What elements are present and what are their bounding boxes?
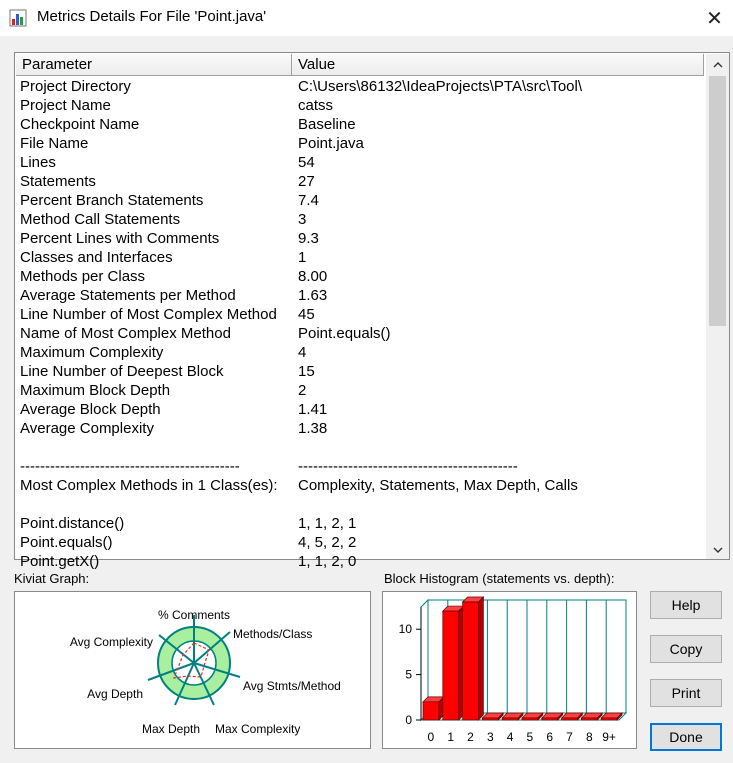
table-row[interactable]: [20, 343, 700, 362]
kiviat-label: Kiviat Graph:: [14, 571, 90, 586]
value-cell: Complexity, Statements, Max Depth, Calls: [298, 477, 578, 494]
chart-app-icon: [10, 10, 26, 26]
histogram-x-tick-label: 9+: [602, 730, 616, 744]
histogram-label: Block Histogram (statements vs. depth):: [384, 571, 615, 586]
parameter-cell: Percent Branch Statements: [20, 192, 204, 209]
histogram-x-tick-label: 8: [585, 730, 593, 744]
value-cell: 9.3: [298, 230, 319, 247]
histogram-bar: [522, 718, 538, 720]
table-row[interactable]: [20, 153, 700, 172]
parameter-cell: Classes and Interfaces: [20, 249, 173, 266]
value-cell: 8.00: [298, 268, 328, 285]
parameter-cell: Average Statements per Method: [20, 287, 236, 304]
kiviat-graph: [14, 591, 371, 749]
parameter-cell: Point.equals(): [20, 534, 113, 551]
table-row[interactable]: [20, 286, 700, 305]
histogram-bar: [562, 718, 578, 720]
table-row[interactable]: [20, 476, 700, 495]
histogram-x-tick-label: 4: [506, 730, 514, 744]
histogram-bar: [542, 718, 558, 720]
table-row[interactable]: [20, 324, 700, 343]
table-row[interactable]: [20, 362, 700, 381]
close-button[interactable]: [696, 0, 733, 36]
scroll-up-button[interactable]: [706, 54, 729, 74]
parameter-cell: Most Complex Methods in 1 Class(es):: [20, 477, 278, 494]
table-row[interactable]: [20, 248, 700, 267]
parameter-cell: Project Directory: [20, 78, 131, 95]
histogram-x-tick-label: 1: [447, 730, 455, 744]
kiviat-axis-label: Avg Complexity: [69, 635, 153, 649]
value-cell: 4: [298, 344, 307, 361]
value-cell: 7.4: [298, 192, 319, 209]
table-row[interactable]: [20, 115, 700, 134]
parameter-cell: Methods per Class: [20, 268, 146, 285]
table-row[interactable]: [20, 400, 700, 419]
value-cell: 1.38: [298, 420, 328, 437]
value-cell: 1.41: [298, 401, 328, 418]
histogram-bar: [601, 718, 617, 720]
scroll-down-button[interactable]: [706, 539, 729, 559]
kiviat-axis-label: % Comments: [157, 608, 231, 622]
table-row[interactable]: [20, 552, 700, 571]
value-cell: 27: [298, 173, 315, 190]
parameter-cell: [20, 438, 298, 457]
histogram-x-tick-label: 3: [486, 730, 494, 744]
value-cell: 45: [298, 306, 315, 323]
table-row[interactable]: [20, 96, 700, 115]
table-row[interactable]: [20, 229, 700, 248]
kiviat-axis-label: Max Depth: [141, 722, 201, 736]
vertical-scrollbar[interactable]: [706, 54, 729, 559]
histogram-y-tick-label: 10: [398, 622, 412, 637]
value-cell: --------------------------------------------: [298, 458, 518, 475]
scrollbar-thumb[interactable]: [709, 76, 726, 326]
histogram-bar: [581, 718, 597, 720]
histogram-bar: [502, 718, 518, 720]
parameter-cell: Maximum Complexity: [20, 344, 164, 361]
parameter-cell: File Name: [20, 135, 89, 152]
parameter-cell: Point.distance(): [20, 515, 125, 532]
value-cell: 1.63: [298, 287, 328, 304]
value-cell: Baseline: [298, 116, 356, 133]
table-row[interactable]: [20, 210, 700, 229]
done-button[interactable]: Done: [650, 723, 722, 751]
histogram-bar: [463, 602, 479, 720]
table-row[interactable]: [20, 172, 700, 191]
value-cell: C:\Users\86132\IdeaProjects\PTA\src\Tool\: [298, 78, 583, 95]
value-cell: [298, 438, 698, 457]
histogram-x-tick-label: 2: [467, 730, 474, 744]
parameter-cell: --------------------------------------------: [20, 458, 240, 475]
window-title: Metrics Details For File 'Point.java': [37, 8, 267, 25]
histogram-bar: [423, 702, 439, 720]
value-cell: Point.equals(): [298, 325, 391, 342]
kiviat-svg: [15, 592, 370, 748]
value-cell: 2: [298, 382, 307, 399]
table-row[interactable]: [20, 191, 700, 210]
value-cell: Point.java: [298, 135, 364, 152]
kiviat-axis-label: Avg Depth: [87, 687, 143, 701]
value-cell: 1, 1, 2, 0: [298, 553, 357, 570]
histogram-svg: [383, 592, 636, 748]
histogram-x-tick-label: 0: [427, 730, 435, 744]
parameter-cell: Percent Lines with Comments: [20, 230, 220, 247]
table-row[interactable]: [20, 419, 700, 438]
title-bar: [0, 0, 733, 36]
table-rows: [20, 77, 700, 571]
parameter-cell: Statements: [20, 173, 96, 190]
table-row[interactable]: [20, 305, 700, 324]
column-header-parameter[interactable]: Parameter: [16, 54, 292, 75]
parameter-cell: Line Number of Most Complex Method: [20, 306, 277, 323]
column-header-value[interactable]: Value: [292, 54, 704, 75]
histogram-y-tick-label: 0: [405, 713, 412, 727]
parameter-cell: Project Name: [20, 97, 111, 114]
value-cell: 3: [298, 211, 307, 228]
table-header: [16, 54, 704, 76]
parameter-cell: Average Block Depth: [20, 401, 161, 418]
histogram-bar: [443, 611, 459, 720]
histogram-x-tick-label: 6: [546, 730, 554, 744]
value-cell: 54: [298, 154, 315, 171]
parameter-cell: Checkpoint Name: [20, 116, 140, 133]
table-row[interactable]: [20, 438, 700, 457]
kiviat-axis-label: Max Complexity: [215, 722, 301, 736]
table-row[interactable]: [20, 77, 700, 96]
chevron-up-icon: [713, 57, 723, 71]
histogram-x-tick-label: 5: [526, 730, 534, 744]
kiviat-axis-label: Avg Stmts/Method: [243, 679, 341, 693]
table-row[interactable]: [20, 533, 700, 552]
value-cell: [298, 495, 698, 514]
parameter-cell: Method Call Statements: [20, 211, 181, 228]
table-row[interactable]: [20, 457, 700, 476]
print-button[interactable]: Print: [650, 679, 722, 707]
parameter-cell: [20, 495, 298, 514]
parameter-cell: Name of Most Complex Method: [20, 325, 231, 342]
value-cell: 4, 5, 2, 2: [298, 534, 357, 551]
parameter-cell: Average Complexity: [20, 420, 154, 437]
kiviat-axis-label: Methods/Class: [233, 627, 313, 641]
copy-button[interactable]: Copy: [650, 635, 722, 663]
histogram-bar-side: [478, 597, 483, 720]
value-cell: 1, 1, 2, 1: [298, 515, 357, 532]
histogram-y-tick-label: 5: [405, 667, 412, 682]
table-row[interactable]: [20, 134, 700, 153]
chevron-down-icon: [713, 542, 723, 556]
table-row[interactable]: [20, 495, 700, 514]
table-row[interactable]: [20, 381, 700, 400]
table-row[interactable]: [20, 514, 700, 533]
value-cell: 15: [298, 363, 315, 380]
parameter-cell: Line Number of Deepest Block: [20, 363, 224, 380]
block-histogram: [382, 591, 637, 749]
help-button[interactable]: Help: [650, 591, 722, 619]
histogram-x-tick-label: 7: [566, 730, 573, 744]
histogram-bar: [482, 718, 498, 720]
parameter-cell: Maximum Block Depth: [20, 382, 171, 399]
value-cell: catss: [298, 97, 334, 114]
value-cell: 1: [298, 249, 307, 266]
parameter-cell: Point.getX(): [20, 553, 100, 570]
metrics-table[interactable]: [14, 52, 730, 570]
table-row[interactable]: [20, 267, 700, 286]
close-icon: ✕: [706, 7, 723, 30]
parameter-cell: Lines: [20, 154, 56, 171]
